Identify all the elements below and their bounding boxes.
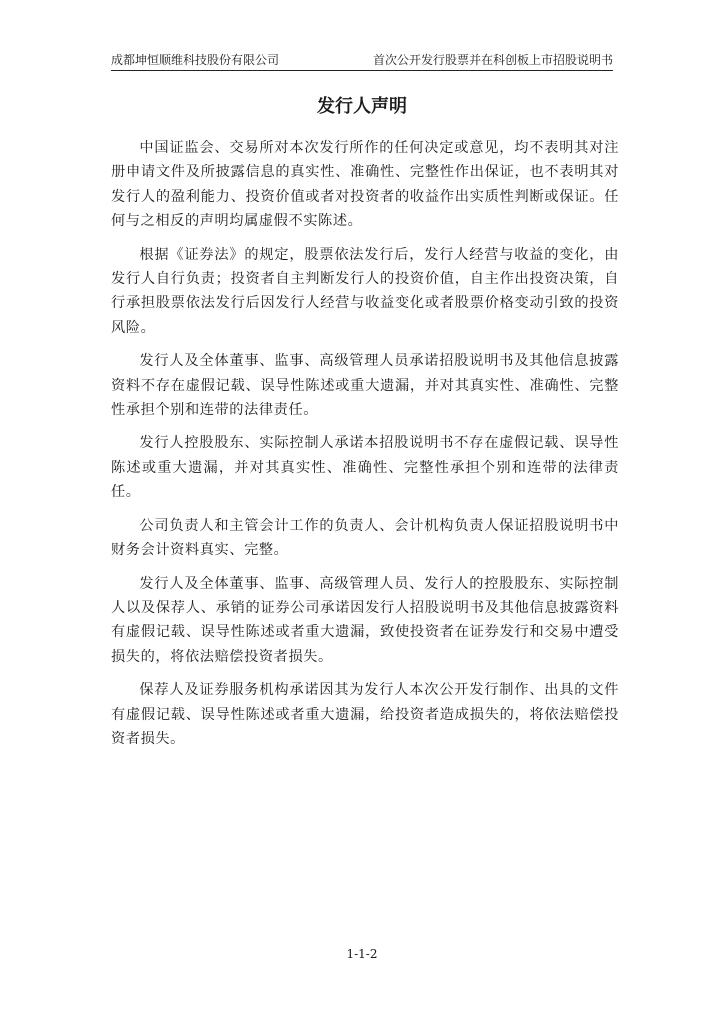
- paragraph: 根据《证券法》的规定，股票依法发行后，发行人经营与收益的变化，由发行人自行负责；投资者自主判断发行人的投资价值，自主作出投资决策，自行承担股票依法发行后因发行人经营与收益变化或者股票价格变动引致的投资风险。: [111, 246, 619, 336]
- paragraph: 中国证监会、交易所对本次发行所作的任何决定或意见，均不表明其对注册申请文件及所披露信息的真实性、准确性、完整性作出保证，也不表明其对发行人的盈利能力、投资价值或者对投资者的收益作出实质性判断或保证。任何与之相反的声明均属虚假不实陈述。: [111, 140, 619, 230]
- paragraph: 发行人及全体董事、监事、高级管理人员承诺招股说明书及其他信息披露资料不存在虚假记载、误导性陈述或重大遗漏，并对其真实性、准确性、完整性承担个别和连带的法律责任。: [111, 353, 619, 419]
- paragraph: 发行人控股股东、实际控制人承诺本招股说明书不存在虚假记载、误导性陈述或重大遗漏，并对其真实性、准确性、完整性承担个别和连带的法律责任。: [111, 435, 619, 501]
- paragraph: 公司负责人和主管会计工作的负责人、会计机构负责人保证招股说明书中财务会计资料真实、完整。: [111, 517, 619, 559]
- paragraph: 发行人及全体董事、监事、高级管理人员、发行人的控股股东、实际控制人以及保荐人、承销的证券公司承诺因发行人招股说明书及其他信息披露资料有虚假记载、误导性陈述或者重大遗漏，致使投资者在证券发行和交易中遭受损失的，将依法赔偿投资者损失。: [111, 575, 619, 665]
- header-document-title: 首次公开发行股票并在科创板上市招股说明书: [372, 53, 613, 67]
- page-header: [111, 52, 613, 70]
- paragraph: 保荐人及证券服务机构承诺因其为发行人本次公开发行制作、出具的文件有虚假记载、误导性陈述或者重大遗漏，给投资者造成损失的，将依法赔偿投资者损失。: [111, 682, 619, 747]
- declaration-body: [111, 136, 619, 760]
- header-company-name: 成都坤恒顺维科技股份有限公司: [111, 53, 280, 67]
- header-divider: [111, 70, 613, 71]
- page-title: 发行人声明: [317, 96, 407, 117]
- page-number: 1-1-2: [346, 947, 378, 961]
